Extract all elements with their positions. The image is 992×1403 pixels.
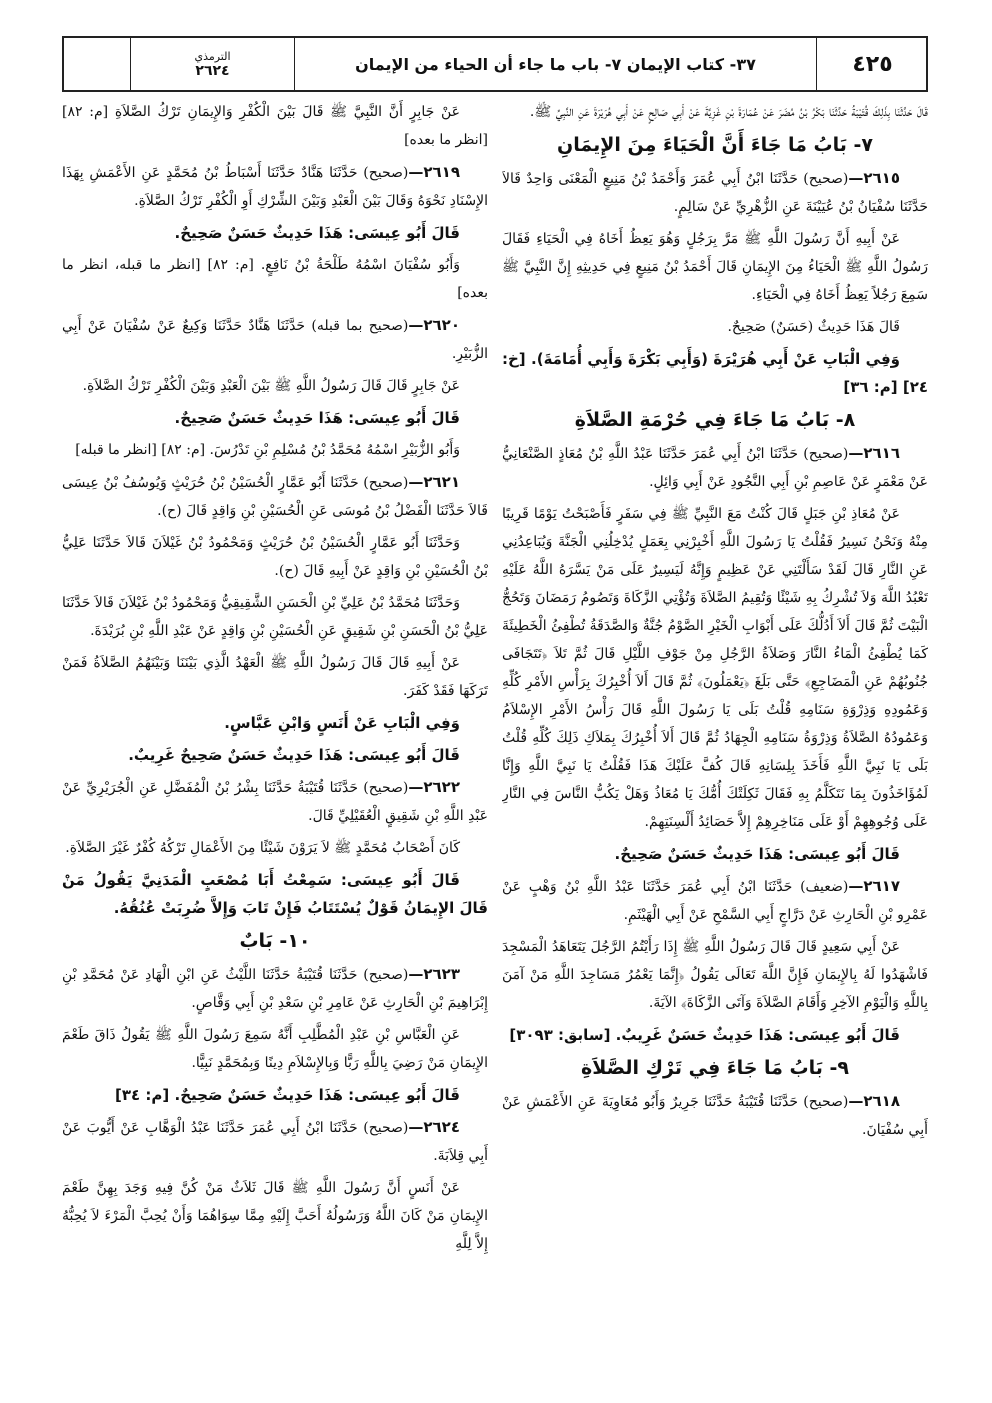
text-paragraph: عَنْ جَابِرٍ أَنَّ النَّبِيَّ ﷺ قَالَ بَيْنَ الْكُفْرِ وَالإِيمَانِ تَرْكُ الصَّلاَةِ [م: ٨٢] [انظر ما بعده] bbox=[62, 104, 488, 148]
page-number: ٤٢٥ bbox=[816, 38, 928, 90]
text-paragraph: وَأَبُو سُفْيَانَ اسْمُهُ طَلْحَةُ بْنُ نَافِعٍ. [م: ٨٢] [انظر ما قبله، انظر ما بعده] bbox=[62, 257, 488, 301]
hadith-number: ٢٦٢٣— bbox=[408, 965, 460, 983]
book-reference bbox=[130, 38, 294, 90]
hadith-number: ٢٦١٨— bbox=[848, 1092, 900, 1110]
grading-statement: قَالَ أَبُو عِيسَى: هَذَا حَدِيثٌ حَسَنٌ صَحِيحٌ. bbox=[174, 224, 460, 242]
text-paragraph: قَالَ هَذَا حَدِيثٌ (حَسَنٌ) صَحِيحٌ. bbox=[727, 319, 900, 335]
page bbox=[62, 36, 928, 1376]
hadith-paragraph bbox=[502, 1087, 928, 1144]
hadith-text: (صحيح) حَدَّثَنَا أَبُو عَمَّارٍ الْحُسَيْنُ بْنُ حُرَيْثٍ وَيُوسُفُ بْنُ عِيسَى قَالاَ حَدَّثَنَا الْفَضْلُ بْنُ مُوسَى عَنِ الْحُسَيْنِ بْنِ وَاقِدٍ قَالَ (ح). bbox=[62, 475, 488, 519]
hadith-number: ٢٦١٧— bbox=[848, 877, 900, 895]
chapter-heading: ٨- بَابُ مَا جَاءَ فِي حُرْمَةِ الصَّلاَةِ bbox=[574, 409, 856, 431]
hadith-text: (صحيح) حَدَّثَنَا ابْنُ أَبِي عُمَرَ حَدَّثَنَا عَبْدُ الْوَهَّابِ عَنْ أَيُّوبَ عَنْ أَبِي قِلاَبَةَ. bbox=[62, 1120, 488, 1164]
grading-statement: وَفِي الْبَابِ عَنْ أَنَسٍ وَابْنِ عَبَّاسٍ. bbox=[224, 714, 460, 732]
text-paragraph: عَنْ أَنَسٍ أَنَّ رَسُولَ اللَّهِ ﷺ قَالَ ثَلاَثٌ مَنْ كُنَّ فِيهِ وَجَدَ بِهِنَّ طَعْمَ الإِيمَانِ مَنْ كَانَ اللَّهُ وَرَسُولُهُ أَحَبَّ إِلَيْهِ مِمَّا سِوَاهُمَا وَأَنْ يُحِبَّ الْمَرْءَ لاَ يُحِبُّهُ إِلاَّ لِلَّهِ bbox=[62, 1180, 488, 1252]
text-paragraph: كَانَ أَصْحَابُ مُحَمَّدٍ ﷺ لاَ يَرَوْنَ شَيْئًا مِنَ الأَعْمَالِ تَرْكُهُ كُفْرٌ غَيْرَ الصَّلاَةِ. bbox=[65, 840, 460, 856]
grading-statement: قَالَ أَبُو عِيسَى: هَذَا حَدِيثٌ حَسَنٌ غَرِيبٌ. [سابق: ٣٠٩٣] bbox=[509, 1026, 900, 1044]
grading-statement: قَالَ أَبُو عِيسَى: هَذَا حَدِيثٌ حَسَنٌ صَحِيحٌ. bbox=[614, 845, 900, 863]
chapter-heading: ٩- بَابُ مَا جَاءَ فِي تَرْكِ الصَّلاَةِ bbox=[580, 1057, 850, 1079]
header-blank-cell bbox=[64, 38, 130, 90]
hadith-paragraph bbox=[62, 468, 488, 525]
text-paragraph: عَنِ الْعَبَّاسِ بْنِ عَبْدِ الْمُطَّلِبِ أَنَّهُ سَمِعَ رَسُولَ اللَّهِ ﷺ يَقُولُ ذَاقَ طَعْمَ الإِيمَانِ مَنْ رَضِيَ بِاللَّهِ رَبًّا وَبِالإِسْلاَمِ دِينًا وَبِمُحَمَّدٍ نَبِيًّا. bbox=[62, 1027, 488, 1071]
hadith-number: ٢٦١٩— bbox=[408, 163, 460, 181]
hadith-paragraph bbox=[62, 311, 488, 368]
text-paragraph: وَحَدَّثَنَا مُحَمَّدُ بْنُ عَلِيِّ بْنِ الْحَسَنِ الشَّقِيقِيُّ وَمَحْمُودُ بْنُ غَيْلاَنَ قَالاَ حَدَّثَنَا عَلِيُّ بْنُ الْحَسَنِ بْنِ شَقِيقٍ عَنِ الْحُسَيْنِ بْنِ وَاقِدٍ عَنْ عَبْدِ اللَّهِ بْنِ بُرَيْدَةَ. bbox=[62, 595, 488, 639]
chapter-heading: ١٠- بَابٌ bbox=[239, 930, 311, 952]
hadith-number: ٢٦٢١— bbox=[408, 473, 460, 491]
hadith-text: (صحيح) حَدَّثَنَا ابْنُ أَبِي عُمَرَ وَأَحْمَدُ بْنُ مَنِيعٍ الْمَعْنَى وَاحِدٌ قَالاَ حَدَّثَنَا سُفْيَانُ بْنُ عُيَيْنَةَ عَنِ الزُّهْرِيِّ عَنْ سَالِمٍ. bbox=[502, 171, 928, 215]
hadith-text: (صحيح) حَدَّثَنَا ابْنُ أَبِي عُمَرَ حَدَّثَنَا عَبْدُ اللَّهِ بْنُ مُعَاذٍ الصَّنْعَانِيُّ عَنْ مَعْمَرٍ عَنْ عَاصِمِ بْنِ أَبِي النَّجُودِ عَنْ أَبِي وَائِلٍ. bbox=[502, 446, 928, 490]
right-column bbox=[502, 98, 928, 1373]
hadith-paragraph bbox=[502, 872, 928, 929]
page-header bbox=[62, 36, 928, 92]
grading-statement: قَالَ أَبُو عِيسَى: سَمِعْتُ أَبَا مُصْعَبٍ الْمَدَنِيَّ يَقُولُ مَنْ قَالَ الإِيمَانُ قَوْلٌ يُسْتَتَابُ فَإِنْ تَابَ وَإِلاَّ ضُرِبَتْ عُنُقُهُ. bbox=[62, 871, 488, 917]
hadith-paragraph bbox=[502, 164, 928, 221]
grading-statement: قَالَ أَبُو عِيسَى: هَذَا حَدِيثٌ حَسَنٌ صَحِيحٌ غَرِيبٌ. bbox=[128, 746, 460, 764]
chapter-title: ٣٧- كتاب الإيمان ٧- باب ما جاء أن الحياء من الإيمان bbox=[294, 38, 816, 90]
hadith-number: ٢٦٢٠— bbox=[408, 316, 460, 334]
left-column bbox=[62, 98, 488, 1373]
volume-reference: ٢٦٢٤ bbox=[195, 63, 230, 79]
hadith-text: (صحيح) حَدَّثَنَا قُتَيْبَةُ حَدَّثَنَا اللَّيْثُ عَنِ ابْنِ الْهَادِ عَنْ مُحَمَّدِ بْنِ إِبْرَاهِيمَ بْنِ الْحَارِثِ عَنْ عَامِرِ بْنِ سَعْدِ بْنِ أَبِي وَقَّاصٍ. bbox=[62, 967, 488, 1011]
text-paragraph: عَنْ أَبِيهِ أَنَّ رَسُولَ اللَّهِ ﷺ مَرَّ بِرَجُلٍ وَهُوَ يَعِظُ أَخَاهُ فِي الْحَيَاءِ فَقَالَ رَسُولُ اللَّهِ ﷺ الْحَيَاءُ مِنَ الإِيمَانِ قَالَ أَحْمَدُ بْنُ مَنِيعٍ فِي حَدِيثِهِ إِنَّ النَّبِيَّ ﷺ سَمِعَ رَجُلاً يَعِظُ أَخَاهُ فِي الْحَيَاءِ. bbox=[502, 231, 928, 303]
text-paragraph: عَنْ مُعَاذِ بْنِ جَبَلٍ قَالَ كُنْتُ مَعَ النَّبِيِّ ﷺ فِي سَفَرٍ فَأَصْبَحْتُ يَوْمًا قَرِيبًا مِنْهُ وَنَحْنُ نَسِيرُ فَقُلْتُ يَا رَسُولَ اللَّهِ أَخْبِرْنِي بِعَمَلٍ يُدْخِلُنِي الْجَنَّةَ وَيُبَاعِدُنِي عَنِ النَّارِ قَالَ لَقَدْ سَأَلْتَنِي عَنْ عَظِيمٍ وَإِنَّهُ لَيَسِيرٌ عَلَى مَنْ يَسَّرَهُ اللَّهُ عَلَيْهِ تَعْبُدُ اللَّهَ وَلاَ تُشْرِكُ بِهِ شَيْئًا وَتُقِيمُ الصَّلاَةَ وَتُؤْتِي الزَّكَاةَ وَتَصُومُ رَمَضَانَ وَتَحُجُّ الْبَيْتَ ثُمَّ قَالَ أَلاَ أَدُلُّكَ عَلَى أَبْوَابِ الْخَيْرِ الصَّوْمُ جُنَّةٌ وَالصَّدَقَةُ تُطْفِئُ الْخَطِيئَةَ كَمَا يُطْفِئُ الْمَاءُ النَّارَ وَصَلاَةُ الرَّجُلِ مِنْ جَوْفِ اللَّيْلِ قَالَ ثُمَّ تَلاَ ﴿تَتَجَافَى جُنُوبُهُمْ عَنِ الْمَضَاجِعِ﴾ حَتَّى بَلَغَ ﴿يَعْمَلُونَ﴾ ثُمَّ قَالَ أَلاَ أُخْبِرُكَ بِرَأْسِ الأَمْرِ كُلِّهِ وَعَمُودِهِ وَذِرْوَةِ سَنَامِهِ قُلْتُ بَلَى يَا رَسُولَ اللَّهِ قَالَ رَأْسُ الأَمْرِ الإِسْلاَمُ وَعَمُودُهُ الصَّلاَةُ وَذِرْوَةُ سَنَامِهِ الْجِهَادُ ثُمَّ قَالَ أَلاَ أُخْبِرُكَ بِمَلاَكِ ذَلِكَ كُلِّهِ قُلْتُ بَلَى يَا نَبِيَّ اللَّهِ فَأَخَذَ بِلِسَانِهِ قَالَ كُفَّ عَلَيْكَ هَذَا فَقُلْتُ يَا نَبِيَّ اللَّهِ وَإِنَّا لَمُؤَاخَذُونَ بِمَا نَتَكَلَّمُ بِهِ فَقَالَ ثَكِلَتْكَ أُمُّكَ يَا مُعَاذُ وَهَلْ يَكُبُّ النَّاسَ فِي النَّارِ عَلَى وُجُوهِهِمْ أَوْ عَلَى مَنَاخِرِهِمْ إِلاَّ حَصَائِدُ أَلْسِنَتِهِمْ. bbox=[502, 506, 928, 830]
hadith-text: (صحيح) حَدَّثَنَا قُتَيْبَةُ حَدَّثَنَا جَرِيرٌ وَأَبُو مُعَاوِيَةَ عَنِ الأَعْمَشِ عَنْ أَبِي سُفْيَانَ. bbox=[502, 1094, 928, 1138]
grading-statement: قَالَ أَبُو عِيسَى: هَذَا حَدِيثٌ حَسَنٌ صَحِيحٌ. [م: ٣٤] bbox=[115, 1086, 460, 1104]
chapter-heading: ٧- بَابُ مَا جَاءَ أَنَّ الْحَيَاءَ مِنَ الإِيمَانِ bbox=[556, 134, 874, 156]
hadith-number: ٢٦٢٢— bbox=[408, 778, 460, 796]
text-paragraph: عَنْ أَبِيهِ قَالَ قَالَ رَسُولُ اللَّهِ ﷺ الْعَهْدُ الَّذِي بَيْنَنَا وَبَيْنَهُمُ الصَّلاَةُ فَمَنْ تَرَكَهَا فَقَدْ كَفَرَ. bbox=[62, 655, 488, 699]
hadith-number: ٢٦١٦— bbox=[848, 444, 900, 462]
text-paragraph: وَأَبُو الزُّبَيْرِ اسْمُهُ مُحَمَّدُ بْنُ مُسْلِمِ بْنِ تَدْرُسَ. [م: ٨٢] [انظر ما قبله] bbox=[75, 442, 460, 458]
hadith-text: (صحيح بما قبله) حَدَّثَنَا هَنَّادٌ حَدَّثَنَا وَكِيعٌ عَنْ سُفْيَانَ عَنْ أَبِي الزُّبَيْرِ. bbox=[62, 318, 488, 362]
text-paragraph: عَنْ أَبِي سَعِيدٍ قَالَ قَالَ رَسُولُ اللَّهِ ﷺ إِذَا رَأَيْتُمُ الرَّجُلَ يَتَعَاهَدُ الْمَسْجِدَ فَاشْهَدُوا لَهُ بِالإِيمَانِ فَإِنَّ اللَّهَ تَعَالَى يَقُولُ ﴿إِنَّمَا يَعْمُرُ مَسَاجِدَ اللَّهِ مَنْ آمَنَ بِاللَّهِ وَالْيَوْمِ الآخِرِ وَأَقَامَ الصَّلاَةَ وَآتَى الزَّكَاةَ﴾ الآيَةَ. bbox=[502, 939, 928, 1011]
grading-statement: وَفِي الْبَابِ عَنْ أَبِي هُرَيْرَةَ (وَأَبِي بَكْرَةَ وَأَبِي أُمَامَةَ). [خ: ٢٤] [م: ٣٦] bbox=[502, 350, 928, 396]
hadith-text: (صحيح) حَدَّثَنَا هَنَّادٌ حَدَّثَنَا أَسْبَاطُ بْنُ مُحَمَّدٍ عَنِ الأَعْمَشِ بِهَذَا الإِسْنَادِ نَحْوَهُ وَقَالَ بَيْنَ الْعَبْدِ وَبَيْنَ الشِّرْكِ أَوِ الْكُفْرِ تَرْكُ الصَّلاَةِ. bbox=[62, 165, 488, 209]
hadith-text: (صحيح) حَدَّثَنَا قُتَيْبَةُ حَدَّثَنَا بِشْرُ بْنُ الْمُفَضَّلِ عَنِ الْجُرَيْرِيِّ عَنْ عَبْدِ اللَّهِ بْنِ شَقِيقٍ الْعُقَيْلِيِّ قَالَ. bbox=[62, 780, 488, 824]
text-paragraph: وَحَدَّثَنَا أَبُو عَمَّارٍ الْحُسَيْنُ بْنُ حُرَيْثٍ وَمَحْمُودُ بْنُ غَيْلاَنَ قَالاَ حَدَّثَنَا عَلِيُّ بْنُ الْحُسَيْنِ بْنِ وَاقِدٍ عَنْ أَبِيهِ قَالَ (ح). bbox=[62, 535, 488, 579]
hadith-paragraph bbox=[62, 158, 488, 215]
hadith-paragraph bbox=[62, 960, 488, 1017]
text-paragraph: عَنْ جَابِرٍ قَالَ قَالَ رَسُولُ اللَّهِ ﷺ بَيْنَ الْعَبْدِ وَبَيْنَ الْكُفْرِ تَرْكُ الصَّلاَةِ. bbox=[82, 378, 460, 394]
hadith-paragraph bbox=[62, 1113, 488, 1170]
text-paragraph: قَالَ حَدَّثَنَا بِذَلِكَ قُتَيْبَةُ حَدَّثَنَا بَكْرُ بْنُ مُضَرَ عَنْ عُمَارَةَ بْنِ غَزِيَّةَ عَنْ أَبِي صَالِحٍ عَنْ أَبِي هُرَيْرَةَ عَنِ النَّبِيِّ ﷺ. bbox=[529, 104, 928, 120]
grading-statement: قَالَ أَبُو عِيسَى: هَذَا حَدِيثٌ حَسَنٌ صَحِيحٌ. bbox=[174, 409, 460, 427]
hadith-paragraph bbox=[62, 773, 488, 830]
hadith-number: ٢٦١٥— bbox=[848, 169, 900, 187]
hadith-paragraph bbox=[502, 439, 928, 496]
hadith-text: (ضعيف) حَدَّثَنَا ابْنُ أَبِي عُمَرَ حَدَّثَنَا عَبْدُ اللَّهِ بْنُ وَهْبٍ عَنْ عَمْرِو بْنِ الْحَارِثِ عَنْ دَرَّاجٍ أَبِي السَّمْحِ عَنْ أَبِي الْهَيْثَمِ. bbox=[502, 879, 928, 923]
book-name: الترمذي bbox=[194, 50, 231, 63]
hadith-number: ٢٦٢٤— bbox=[408, 1118, 460, 1136]
